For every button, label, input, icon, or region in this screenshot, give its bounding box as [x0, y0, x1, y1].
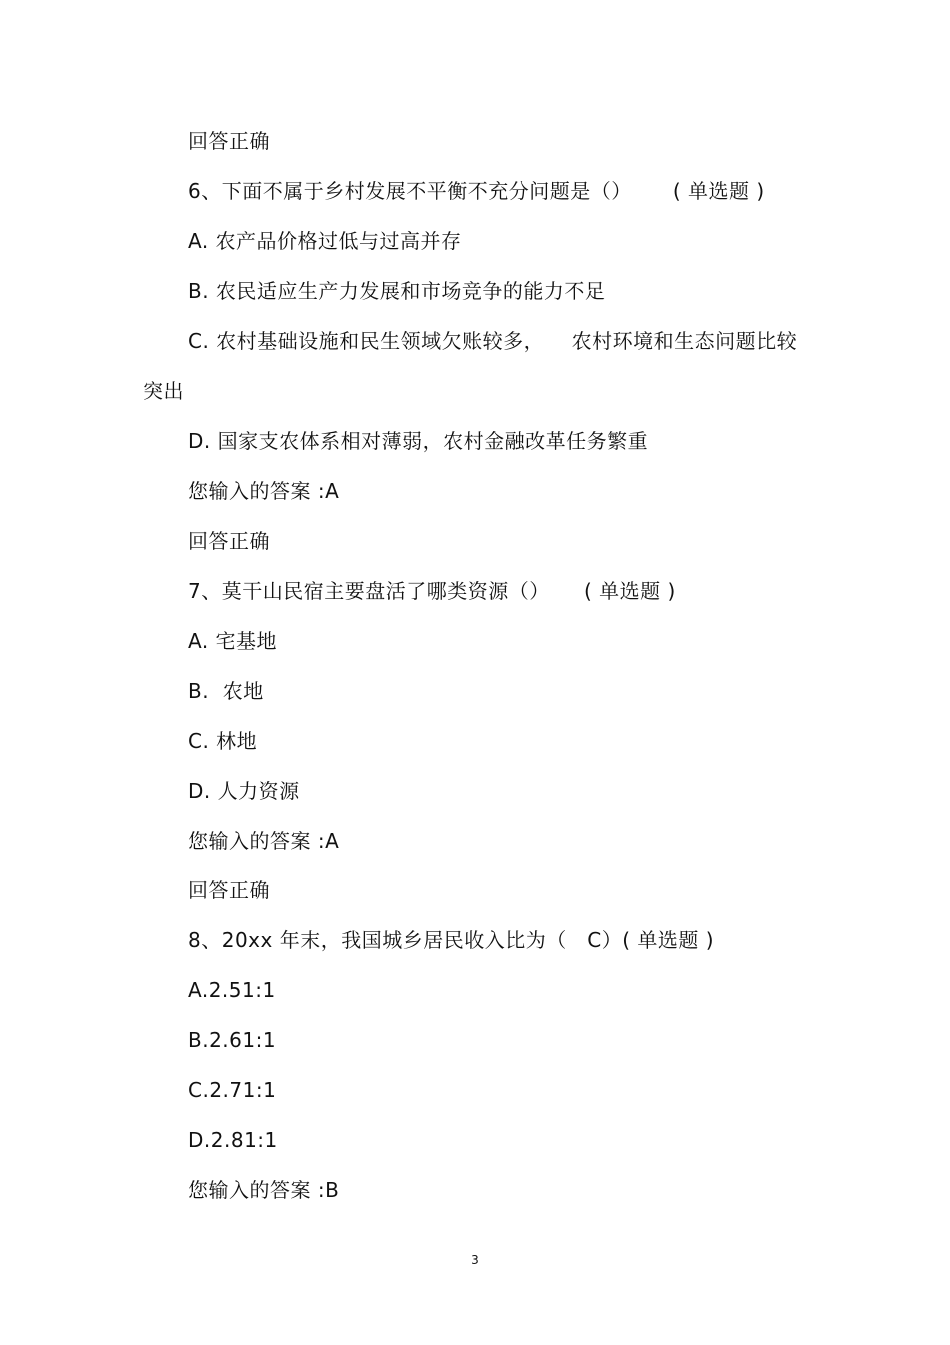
question-8-option-c: C.2.71:1 [188, 1078, 277, 1102]
question-6-option-d: D. 国家支农体系相对薄弱，农村金融改革任务繁重 [188, 429, 649, 453]
answer-status-q5: 回答正确 [188, 129, 270, 153]
question-7-option-d: D. 人力资源 [188, 779, 300, 803]
question-6-option-a: A. 农产品价格过低与过高并存 [188, 229, 462, 253]
question-8-text: 8、20xx 年末，我国城乡居民收入比为（ C）( 单选题 ) [188, 928, 715, 952]
question-6-option-c: C. 农村基础设施和民生领域欠账较多， 农村环境和生态问题比较 [188, 329, 798, 353]
question-8-option-d: D.2.81:1 [188, 1128, 278, 1152]
question-6-text: 6、下面不属于乡村发展不平衡不充分问题是（） ( 单选题 ) [188, 179, 765, 203]
question-7-text: 7、莫干山民宿主要盘活了哪类资源（） ( 单选题 ) [188, 579, 676, 603]
question-7-option-c: C. 林地 [188, 729, 258, 753]
question-8-option-a: A.2.51:1 [188, 978, 276, 1002]
answer-status-q7: 回答正确 [188, 878, 270, 902]
question-6-option-b: B. 农民适应生产力发展和市场竞争的能力不足 [188, 279, 606, 303]
page-number: 3 [471, 1253, 479, 1267]
question-8-your-answer: 您输入的答案 :B [188, 1178, 340, 1202]
question-7-option-b: B. 农地 [188, 679, 264, 703]
answer-status-q6: 回答正确 [188, 529, 270, 553]
question-8-option-b: B.2.61:1 [188, 1028, 277, 1052]
question-7-option-a: A. 宅基地 [188, 629, 278, 653]
question-6-option-c-continued: 突出 [143, 379, 184, 403]
question-7-your-answer: 您输入的答案 :A [188, 829, 340, 853]
question-6-your-answer: 您输入的答案 :A [188, 479, 340, 503]
